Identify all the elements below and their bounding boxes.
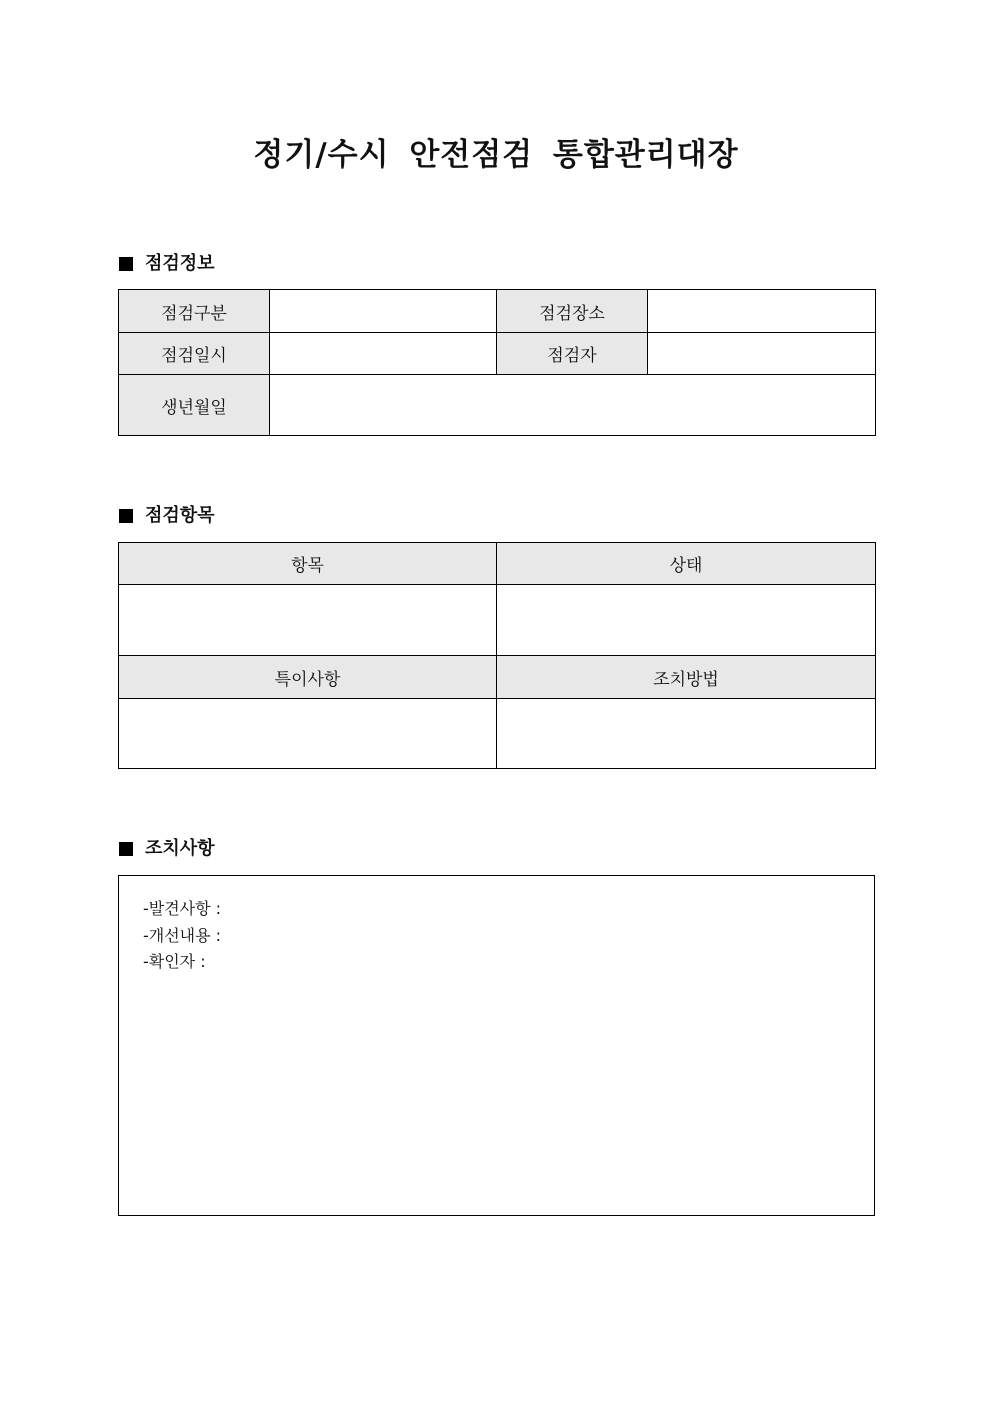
action-notes-box[interactable] — [118, 875, 875, 1216]
improvement-line: -개선내용 : — [143, 925, 222, 945]
item-field[interactable] — [119, 585, 497, 656]
inspection-location-label: 점검장소 — [497, 290, 648, 333]
action-section-heading — [119, 837, 215, 861]
inspector-field[interactable] — [648, 333, 876, 375]
inspection-datetime-label: 점검일시 — [119, 333, 270, 375]
items-header-row — [119, 656, 876, 699]
status-field[interactable] — [497, 585, 876, 656]
square-bullet-icon — [119, 509, 133, 523]
items-header-row — [119, 543, 876, 585]
items-section-title: 점검항목 — [145, 505, 215, 526]
inspector-label: 점검자 — [497, 333, 648, 375]
inspection-location-field[interactable] — [648, 290, 876, 333]
info-row — [119, 375, 876, 436]
square-bullet-icon — [119, 842, 133, 856]
birth-date-label: 생년월일 — [119, 375, 270, 436]
info-row — [119, 333, 876, 375]
info-row — [119, 290, 876, 333]
square-bullet-icon — [119, 257, 133, 271]
item-header: 항목 — [119, 543, 497, 585]
items-value-row — [119, 585, 876, 656]
action-method-header: 조치방법 — [497, 656, 876, 699]
inspection-info-table — [118, 289, 876, 436]
findings-line: -발견사항 : — [143, 899, 222, 918]
inspection-datetime-field[interactable] — [270, 333, 497, 375]
items-value-row — [119, 699, 876, 769]
document-title: 정기/수시 안전점검 통합관리대장 — [253, 137, 739, 173]
remarks-field[interactable] — [119, 699, 497, 769]
status-header: 상태 — [497, 543, 876, 585]
inspection-type-label: 점검구분 — [119, 290, 270, 333]
action-section-title: 조치사항 — [145, 838, 215, 859]
items-section-heading — [119, 504, 215, 528]
action-method-field[interactable] — [497, 699, 876, 769]
info-section-heading — [119, 252, 215, 276]
remarks-header: 특이사항 — [119, 656, 497, 699]
birth-date-field[interactable] — [270, 375, 876, 436]
info-section-title: 점검정보 — [145, 253, 215, 274]
inspection-items-table — [118, 542, 876, 769]
inspection-type-field[interactable] — [270, 290, 497, 333]
confirmer-line: -확인자 : — [143, 952, 206, 971]
